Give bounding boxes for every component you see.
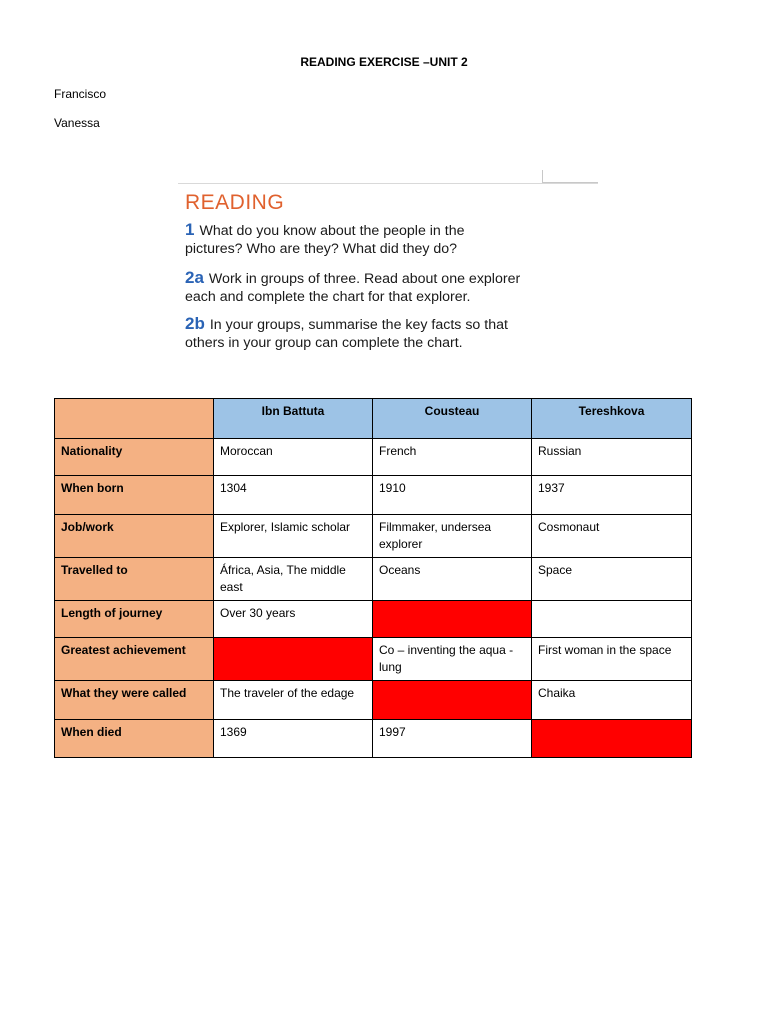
table-cell: Oceans: [373, 558, 532, 601]
row-label: Length of journey: [55, 601, 214, 638]
row-label: Greatest achievement: [55, 638, 214, 681]
question-line: What do you know about the people in the: [199, 223, 465, 239]
table-cell: Space: [532, 558, 692, 601]
question-number: 2b: [185, 314, 205, 333]
empty-highlighted-cell: [214, 638, 373, 681]
explorer-chart-table: [54, 398, 692, 758]
table-cell: Russian: [532, 439, 692, 476]
empty-highlighted-cell: [373, 681, 532, 720]
question-number: 1: [185, 220, 195, 239]
question-line: Work in groups of three. Read about one explorer: [208, 271, 521, 287]
table-cell: 1997: [373, 720, 532, 758]
table-cell: [532, 601, 692, 638]
table-row: [55, 476, 692, 515]
student-name-2: Vanessa: [54, 116, 100, 130]
question-line: each and complete the chart for that explorer.: [185, 288, 471, 305]
table-cell: Moroccan: [214, 439, 373, 476]
row-label: When born: [55, 476, 214, 515]
image-corner-mark: [542, 170, 598, 183]
table-cell: Cosmonaut: [532, 515, 692, 558]
question-line: In your groups, summarise the key facts so that: [209, 317, 508, 333]
question-line: pictures? Who are they? What did they do?: [185, 240, 458, 257]
table-row: [55, 720, 692, 758]
row-label: When died: [55, 720, 214, 758]
table-row: [55, 558, 692, 601]
row-label: What they were called: [55, 681, 214, 720]
empty-highlighted-cell: [532, 720, 692, 758]
empty-highlighted-cell: [373, 601, 532, 638]
table-header-row: [55, 399, 692, 439]
table-cell: Co – inventing the aqua - lung: [373, 638, 532, 681]
column-header: Cousteau: [373, 399, 532, 439]
reading-heading: READING: [185, 191, 285, 214]
table-cell: 1369: [214, 720, 373, 758]
table-cell: First woman in the space: [532, 638, 692, 681]
question-2a: [185, 269, 585, 306]
row-label: Nationality: [55, 439, 214, 476]
question-1: [185, 221, 585, 258]
student-name-1: Francisco: [54, 87, 107, 101]
column-header: Tereshkova: [532, 399, 692, 439]
row-label: Job/work: [55, 515, 214, 558]
document-title: READING EXERCISE –UNIT 2: [300, 55, 468, 69]
question-number: 2a: [185, 268, 204, 287]
question-line: others in your group can complete the chart.: [185, 334, 463, 351]
table-cell: Explorer, Islamic scholar: [214, 515, 373, 558]
table-cell: Chaika: [532, 681, 692, 720]
table-cell: French: [373, 439, 532, 476]
column-header: Ibn Battuta: [214, 399, 373, 439]
row-label: Travelled to: [55, 558, 214, 601]
reading-instructions-image: [178, 165, 598, 360]
question-2b: [185, 315, 585, 352]
table-cell: The traveler of the edage: [214, 681, 373, 720]
table-cell: Filmmaker, undersea explorer: [373, 515, 532, 558]
table-row: [55, 439, 692, 476]
table-row: [55, 681, 692, 720]
header-corner-cell: [55, 399, 214, 439]
table-cell: Over 30 years: [214, 601, 373, 638]
table-cell: 1304: [214, 476, 373, 515]
image-top-rule: [178, 183, 598, 184]
table-row: [55, 638, 692, 681]
table-cell: 1937: [532, 476, 692, 515]
table-cell: 1910: [373, 476, 532, 515]
table-row: [55, 515, 692, 558]
table-row: [55, 601, 692, 638]
table-cell: África, Asia, The middle east: [214, 558, 373, 601]
